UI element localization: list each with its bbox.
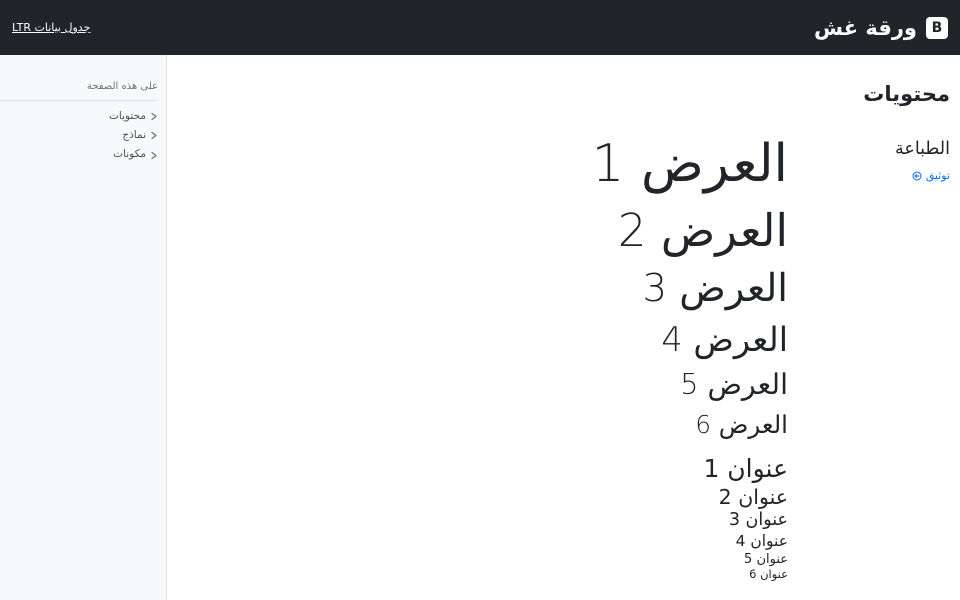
display-1-heading: العرض 1 [591, 134, 788, 195]
ltr-cheatsheet-link[interactable]: جدول بيانات LTR [12, 21, 91, 34]
sidebar-item-components[interactable] [0, 145, 158, 164]
article-heading-typography: الطباعة [895, 139, 950, 160]
bootstrap-logo-icon: B [926, 17, 948, 39]
sidebar-item-label: نماذج [122, 129, 146, 142]
navbar [0, 0, 960, 55]
brand-link[interactable] [814, 16, 948, 40]
display-2-heading: العرض 2 [617, 203, 788, 257]
on-this-page-sidebar [0, 55, 167, 600]
headings-example [168, 454, 788, 583]
heading-2: عنوان 2 [718, 484, 788, 509]
heading-3: عنوان 3 [728, 510, 788, 531]
main-content [168, 55, 960, 600]
section-title-contents: محتويات [863, 82, 950, 106]
typography-article [168, 133, 950, 583]
documentation-link-label: توثيق [925, 169, 950, 183]
display-6-heading: العرض 6 [695, 410, 788, 440]
brand-title: ورقة غش [814, 15, 917, 40]
display-4-heading: العرض 4 [661, 319, 788, 359]
sidebar-item-forms[interactable] [0, 126, 158, 145]
documentation-link[interactable] [800, 169, 950, 182]
sidebar-list [0, 107, 158, 165]
sidebar-item-label: مكونات [113, 148, 146, 161]
heading-6: عنوان 6 [749, 567, 788, 582]
chevron-right-icon [150, 131, 158, 140]
heading-5: عنوان 5 [744, 551, 788, 567]
arrow-left-circle-icon [912, 171, 922, 181]
heading-4: عنوان 4 [735, 532, 788, 551]
typography-examples [168, 133, 788, 583]
chevron-right-icon [150, 151, 158, 160]
sidebar-title: على هذه الصفحة [0, 79, 158, 101]
article-heading-block [800, 133, 950, 583]
display-3-heading: العرض 3 [642, 265, 788, 311]
heading-1: عنوان 1 [703, 453, 788, 483]
sidebar-item-contents[interactable] [0, 107, 158, 126]
chevron-right-icon [150, 112, 158, 121]
sidebar-item-label: محتويات [108, 110, 146, 122]
display-5-heading: العرض 5 [680, 367, 788, 401]
